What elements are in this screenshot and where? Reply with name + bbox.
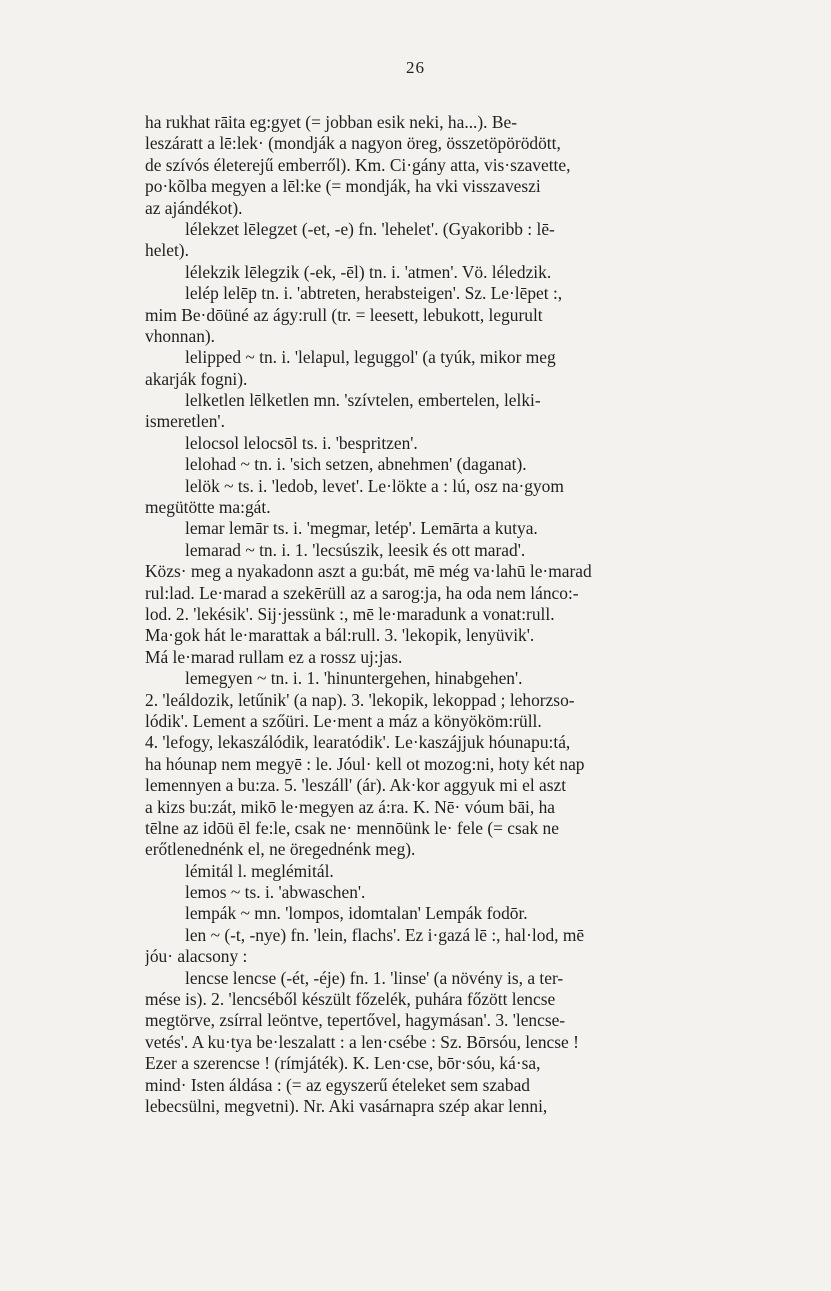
dictionary-text-block <box>145 112 761 1117</box>
text-line: ha hóunap nem megyē : le. Jóul· kell ot mozog:ni, hoty két nap <box>145 753 585 774</box>
text-line: lelocsol lelocsōl ts. i. 'bespritzen'. <box>185 432 418 453</box>
text-line: az ajándékot). <box>145 197 243 218</box>
text-line: lelök ~ ts. i. 'ledob, levet'. Le·lökte a : lú, osz na·gyom <box>185 475 564 496</box>
text-line: ismeretlen'. <box>145 411 225 432</box>
text-line: lemegyen ~ tn. i. 1. 'hinuntergehen, hinabgehen'. <box>185 668 523 689</box>
text-line: lemar lemār ts. i. 'megmar, letép'. Lemārta a kutya. <box>185 518 538 539</box>
text-line: mim Be·dōüné az ágy:rull (tr. = leesett, lebukott, legurult <box>145 304 543 325</box>
text-line: Ezer a szerencse ! (rímjáték). K. Len·cse, bōr·sóu, ká·sa, <box>145 1053 541 1074</box>
text-line: len ~ (-t, -nye) fn. 'lein, flachs'. Ez i·gazá lē :, hal·lod, mē <box>185 924 585 945</box>
text-line: 2. 'leáldozik, letűnik' (a nap). 3. 'lekopik, lekoppad ; lehorzso- <box>145 689 575 710</box>
text-line: megtörve, zsírral leöntve, tepertővel, hagymásan'. 3. 'lencse- <box>145 1010 566 1031</box>
text-line: lélekzik lēlegzik (-ek, -ēl) tn. i. 'atmen'. Vö. léledzik. <box>185 261 552 282</box>
text-line: lélekzet lēlegzet (-et, -e) fn. 'lehelet'. (Gyakoribb : lē- <box>185 218 555 239</box>
text-line: mind· Isten áldása : (= az egyszerű ételeket sem szabad <box>145 1074 530 1095</box>
text-line: a kizs bu:zát, mikō le·megyen az á:ra. K. Nē· vóum bāi, ha <box>145 796 555 817</box>
text-line: lencse lencse (-ét, -éje) fn. 1. 'linse' (a növény is, a ter- <box>185 967 564 988</box>
text-line: lelohad ~ tn. i. 'sich setzen, abnehmen' (daganat). <box>185 454 527 475</box>
text-line: helet). <box>145 240 189 261</box>
text-line: jóu· alacsony : <box>145 946 248 967</box>
text-line: Közs· meg a nyakadonn aszt a gu:bát, mē még va·lahū le·marad <box>145 561 592 582</box>
text-line: lódik'. Lement a szőüri. Le·ment a máz a könyököm:rüll. <box>145 710 542 731</box>
text-line: megütötte ma:gát. <box>145 497 271 518</box>
text-line: lelipped ~ tn. i. 'lelapul, leguggol' (a tyúk, mikor meg <box>185 347 556 368</box>
text-line: de szívós életerejű emberről). Km. Ci·gány atta, vis·szavette, <box>145 154 571 175</box>
text-line: lod. 2. 'lekésik'. Sij·jessünk :, mē le·maradunk a vonat:rull. <box>145 603 555 624</box>
text-line: ha rukhat rāita eg:gyet (= jobban esik neki, ha...). Be- <box>145 112 517 132</box>
text-line: akarják fogni). <box>145 368 248 389</box>
text-line: rul:lad. Le·marad a szekērüll az a sarog:ja, ha oda nem lánco:- <box>145 582 579 603</box>
text-line: 4. 'lefogy, lekaszálódik, learatódik'. Le·kaszájjuk hóunapu:tá, <box>145 732 571 753</box>
text-line: tēlne az idōü ēl fe:le, csak ne· mennōünk le· fele (= csak ne <box>145 817 559 838</box>
text-line: lebecsülni, megvetni). Nr. Aki vasárnapra szép akar lenni, <box>145 1095 548 1116</box>
text-line: mése is). 2. 'lencséből készült főzelék, puhára főzött lencse <box>145 989 556 1010</box>
text-line: lemos ~ ts. i. 'abwaschen'. <box>185 882 366 903</box>
page-number: 26 <box>406 58 425 77</box>
text-line: leszáratt a lē:lek· (mondják a nagyon öreg, összetöpörödött, <box>145 133 561 154</box>
text-line: lémitál l. meglémitál. <box>185 860 334 881</box>
text-line: po·kõlba megyen a lēl:ke (= mondják, ha vki visszaveszi <box>145 176 541 197</box>
text-line: Má le·marad rullam ez a rossz uj:jas. <box>145 646 403 667</box>
text-line: lelketlen lēlketlen mn. 'szívtelen, embertelen, lelki- <box>185 390 541 411</box>
text-line: lemarad ~ tn. i. 1. 'lecsúszik, leesik és ott marad'. <box>185 539 526 560</box>
text-line: erőtlenednénk el, ne öregednénk meg). <box>145 839 416 860</box>
text-line: Ma·gok hát le·marattak a bál:rull. 3. 'lekopik, lenyüvik'. <box>145 625 535 646</box>
text-line: vetés'. A ku·tya be·leszalatt : a len·csébe : Sz. Bōrsóu, lencse ! <box>145 1031 579 1052</box>
text-line: lempák ~ mn. 'lompos, idomtalan' Lempák fodōr. <box>185 903 528 924</box>
text-line: lemennyen a bu:za. 5. 'leszáll' (ár). Ak·kor aggyuk mi el aszt <box>145 775 567 796</box>
text-line: vhonnan). <box>145 325 216 346</box>
text-line: lelép lelēp tn. i. 'abtreten, herabsteigen'. Sz. Le·lēpet :, <box>185 283 563 304</box>
